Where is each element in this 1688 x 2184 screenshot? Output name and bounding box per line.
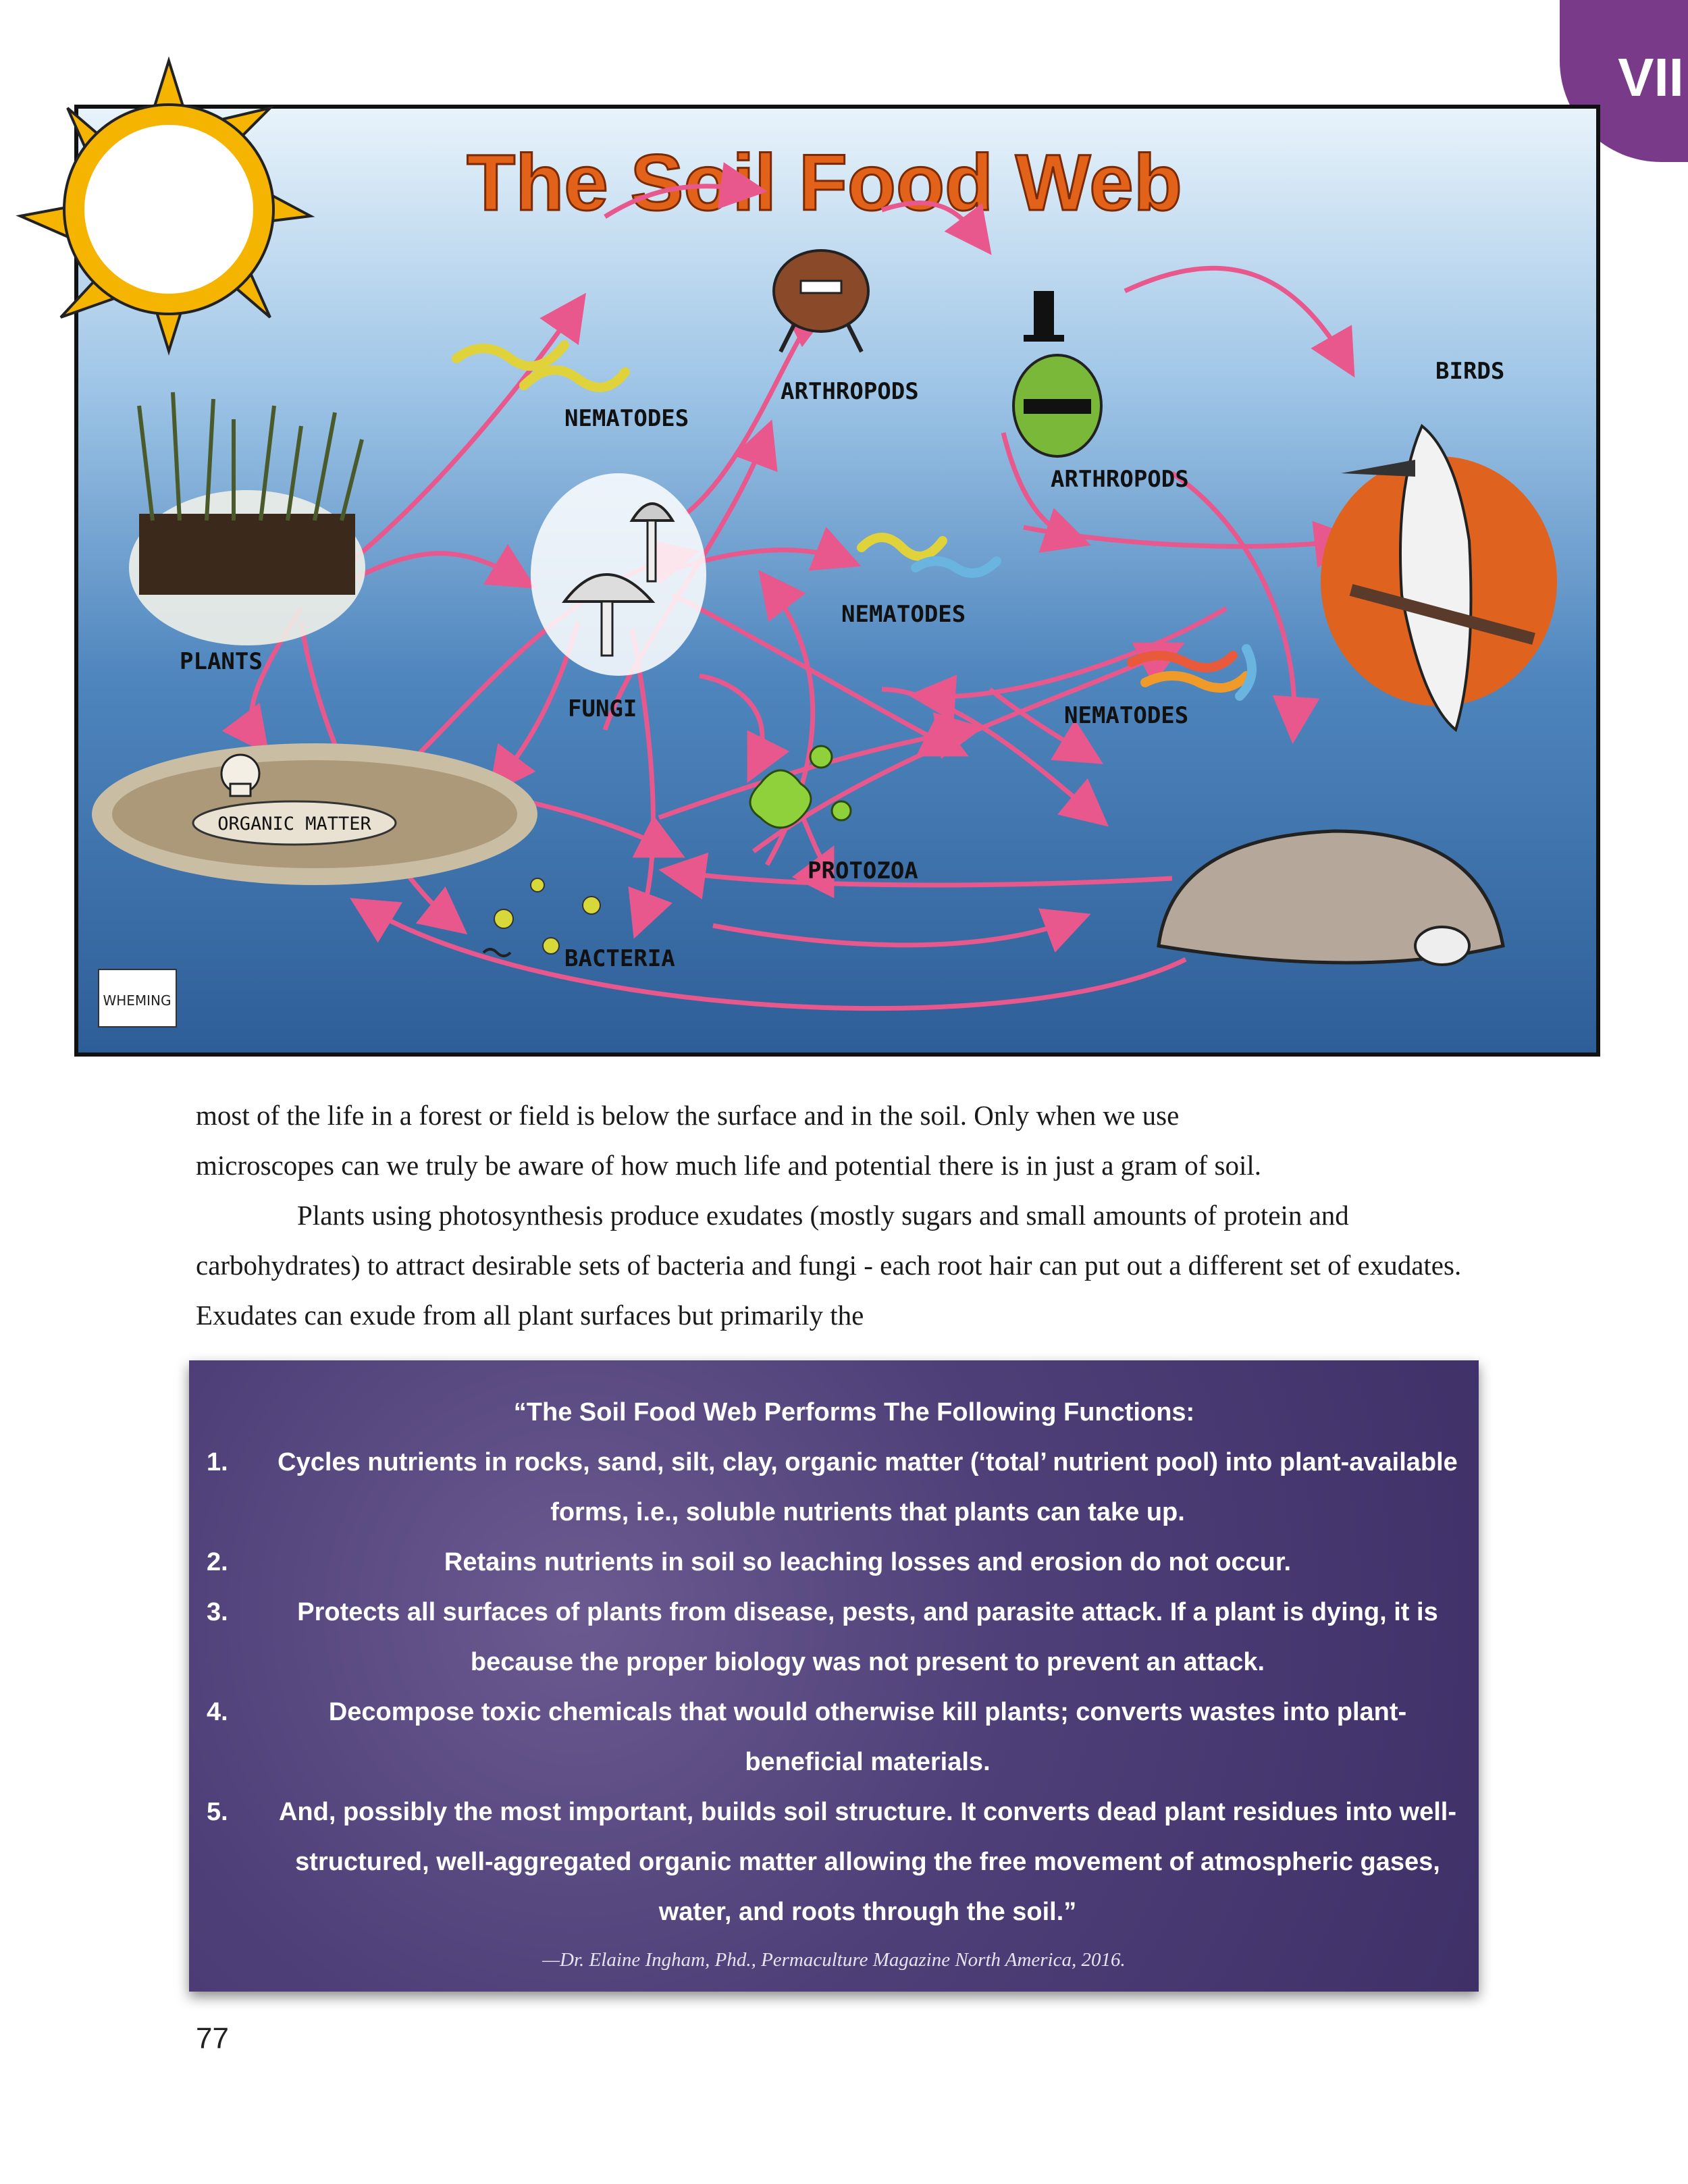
fungi-label: FUNGI	[568, 695, 637, 722]
quote-item	[207, 1587, 1461, 1687]
arthropods-right-label: ARTHROPODS	[1051, 466, 1189, 493]
quote-item-text: Cycles nutrients in rocks, sand, silt, clay, organic matter (‘total’ nutrient pool) into plant-available forms, i.e., soluble nutrients that plants can take up.	[278, 1448, 1458, 1526]
sun-icon	[0, 20, 338, 371]
nematodes-right-label: NEMATODES	[1064, 702, 1189, 729]
quote-item-number: 4.	[207, 1698, 228, 1726]
body-text	[196, 1090, 1499, 1340]
quote-item-number: 5.	[207, 1798, 228, 1826]
birds-label: BIRDS	[1435, 358, 1505, 385]
quote-item-text: Decompose toxic chemicals that would otherwise kill plants; converts wastes into plant-beneficial materials.	[328, 1698, 1407, 1776]
quote-item-text: And, possibly the most important, builds soil structure. It converts dead plant residues into well-structured, well-aggregated organic matter allowing the free movement of atmospheric gases, water, and roots through the soil.”	[278, 1798, 1457, 1926]
quote-item-number: 1.	[207, 1448, 228, 1476]
nematodes-top-label: NEMATODES	[564, 405, 689, 432]
arthropods-top-illustration	[774, 250, 868, 352]
body-paragraph-2: Plants using photosynthesis produce exudates (mostly sugars and small amounts of protein and carbohydrates) to attract desirable sets of bacteria and fungi - each root hair can put out a different set of exudates. Exudates can exude from all plant surfaces but primarily the	[196, 1200, 1462, 1331]
protozoa-label: PROTOZOA	[808, 857, 918, 884]
bacteria-illustration	[483, 878, 600, 956]
arthropods-right-illustration	[1013, 291, 1101, 456]
quote-box	[189, 1360, 1479, 1992]
bacteria-label: BACTERIA	[564, 945, 675, 972]
chapter-label: VII	[1618, 47, 1684, 107]
quote-item-number: 2.	[207, 1548, 228, 1576]
artist-signature: WHEMING	[103, 992, 172, 1009]
body-line-2: microscopes can we truly be aware of how much life and potential there is in just a gram of soil.	[196, 1150, 1262, 1181]
quote-title: “The Soil Food Web Performs The Following Functions:	[513, 1398, 1195, 1427]
bird-illustration	[1321, 426, 1557, 730]
nematodes-right-illustration	[1132, 649, 1252, 696]
figure-title: The Soil Food Web	[467, 138, 1182, 228]
quote-item-text: Protects all surfaces of plants from disease, pests, and parasite attack. If a plant is dying, it is because the proper biology was not present to prevent an attack.	[297, 1598, 1438, 1676]
page-number: 77	[196, 2022, 229, 2055]
plants-label: PLANTS	[180, 648, 263, 675]
fungi-illustration	[531, 473, 706, 676]
quote-item	[207, 1787, 1461, 1937]
quote-item	[207, 1437, 1461, 1537]
plants-illustration	[129, 392, 365, 645]
mole-illustration	[1159, 831, 1503, 965]
nematodes-top-illustration	[456, 345, 625, 388]
nematodes-middle-illustration	[862, 537, 997, 573]
quote-item	[207, 1687, 1461, 1787]
quote-item-number: 3.	[207, 1598, 228, 1626]
quote-attribution: —Dr. Elaine Ingham, Phd., Permaculture Magazine North America, 2016.	[542, 1949, 1126, 1971]
quote-item	[207, 1537, 1461, 1587]
nematodes-middle-label: NEMATODES	[841, 601, 966, 628]
quote-item-text: Retains nutrients in soil so leaching losses and erosion do not occur.	[444, 1548, 1292, 1576]
arthropods-top-label: ARTHROPODS	[781, 378, 919, 405]
body-line-1: most of the life in a forest or field is below the surface and in the soil. Only when we use	[196, 1100, 1180, 1131]
organic-matter-label: ORGANIC MATTER	[217, 814, 371, 834]
